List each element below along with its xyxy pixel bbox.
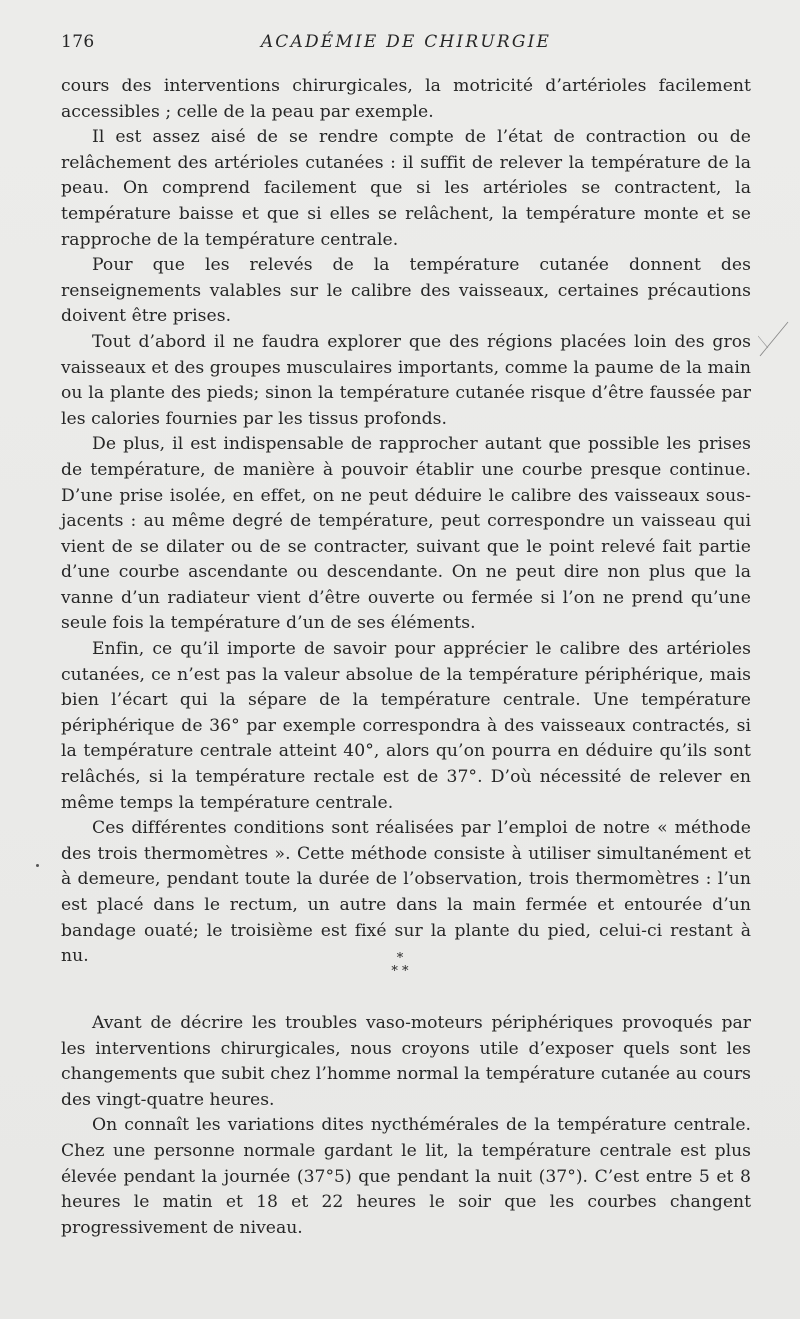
ink-speck <box>36 864 39 867</box>
paragraph-continued: cours des interventions chirurgicales, la motricité d’artérioles facilement accessibles ; celle de la peau par exemple. <box>61 76 751 122</box>
paragraph: Tout d’abord il ne faudra explorer que des régions placées loin des gros vaisseaux et des groupes musculaires importants, comme la paume de la main ou la plante des pieds; sinon la température cutanée risque d’être faussée par les calories fournies par les tissus profonds. <box>61 331 751 429</box>
page-header <box>61 32 751 54</box>
section-break-asterism <box>0 952 800 978</box>
main-text <box>61 74 751 970</box>
paragraph: Avant de décrire les troubles vaso-moteurs périphériques provoqués par les interventions chirurgicales, nous croyons utile d’exposer quels sont les changements que subit chez l’homme normal la température cutanée au cours des vingt-quatre heures. <box>61 1013 751 1110</box>
asterism-top: * <box>396 951 404 966</box>
paragraph: Enfin, ce qu’il importe de savoir pour apprécier le calibre des artérioles cutanées, ce n’est pas la valeur absolue de la température périphérique, mais bien l’écart qui la sépare de la température centrale. Une température périphérique de 36° par exemple correspondra à des vaisseaux contractés, si la température centrale atteint 40°, alors qu’on pourra en déduire qu’ils sont relâchés, si la température rectale est de 37°. D’où nécessité de relever en même temps la température centrale. <box>61 639 751 813</box>
asterism-bottom: * * <box>391 964 409 979</box>
paragraph: Pour que les relevés de la température cutanée donnent des renseignements valables sur le calibre des vaisseaux, certaines précautions doivent être prises. <box>61 255 751 327</box>
paragraph: Ces différentes conditions sont réalisées par l’emploi de notre « méthode des trois thermomètres ». Cette méthode consiste à utiliser simultanément et à demeure, pendant toute la durée de l’observation, trois thermomètres : l’un est placé dans le rectum, un autre dans la main fermée et entourée d’un bandage ouaté; le troisième est fixé sur la plante du pied, celui-ci restant à nu. <box>61 818 751 967</box>
pencil-mark <box>758 318 794 358</box>
paragraph: De plus, il est indispensable de rapprocher autant que possible les prises de température, de manière à pouvoir établir une courbe presque continue. D’une prise isolée, en effet, on ne peut déduire le calibre des vaisseaux sous-jacents : au même degré de température, peut correspondre un vaisseau qui vient de se dilater ou de se contracter, suivant que le point relevé fait partie d’une courbe ascendante ou descendante. On ne peut dire non plus que la vanne d’un radiateur vient d’être ouverte ou fermée si l’on ne prend qu’une seule fois la température d’un de ses éléments. <box>61 434 751 634</box>
section-text <box>61 1011 751 1241</box>
paragraph: On connaît les variations dites nycthémérales de la température centrale. Chez une personne normale gardant le lit, la température centrale est plus élevée pendant la journée (37°5) que pendant la nuit (37°). C’est entre 5 et 8 heures le matin et 18 et 22 heures le soir que les courbes changent progressivement de niveau. <box>61 1115 751 1238</box>
page-number: 176 <box>61 32 95 52</box>
running-title: ACADÉMIE DE CHIRURGIE <box>260 32 552 52</box>
paragraph: Il est assez aisé de se rendre compte de l’état de contraction ou de relâchement des artérioles cutanées : il suffit de relever la température de la peau. On comprend facilement que si les artérioles se contractent, la température baisse et que si elles se relâchent, la température monte et se rapproche de la température centrale. <box>61 127 751 250</box>
